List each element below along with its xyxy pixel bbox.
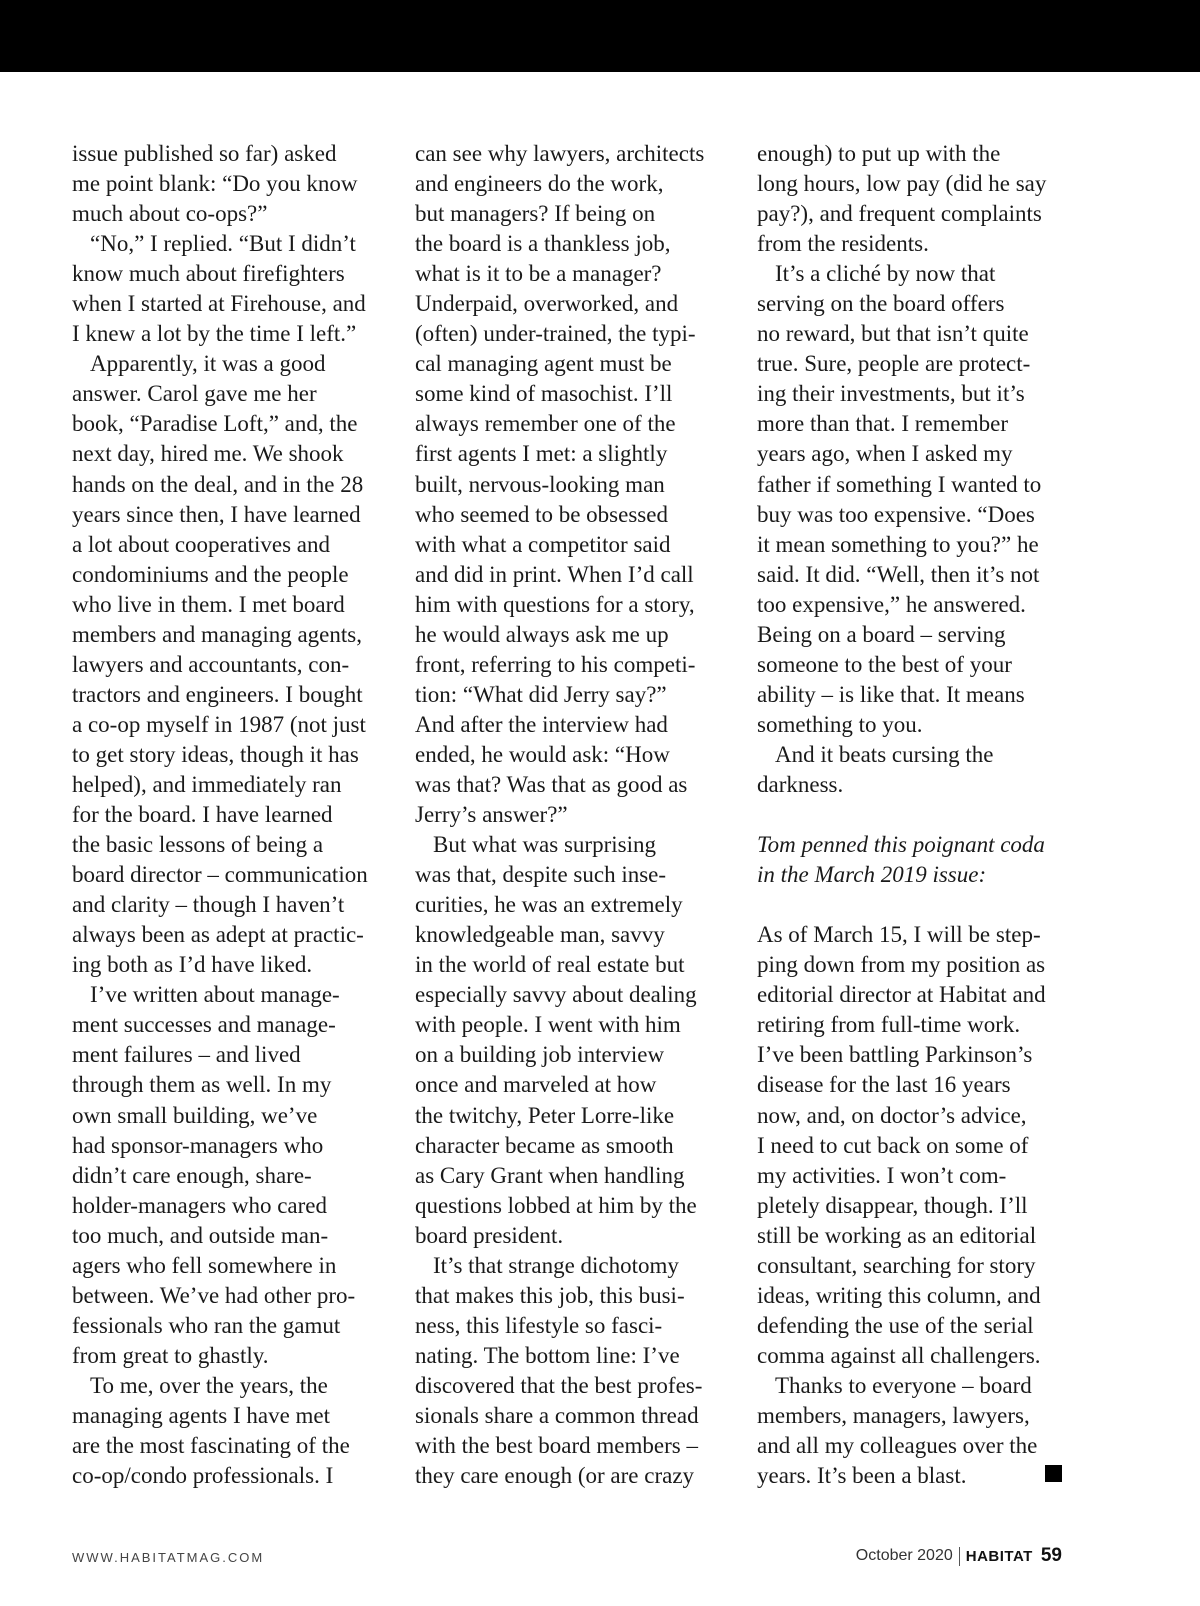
text-line: and engineers do the work, — [415, 171, 664, 197]
text-line: curities, he was an extremely — [415, 892, 683, 918]
text-line: I need to cut back on some of — [757, 1132, 1029, 1158]
blank-line — [757, 800, 1079, 830]
text-line: can see why lawyers, architects — [415, 141, 705, 166]
text-line: ing both as I’d have liked. — [72, 952, 313, 978]
text-line: pay?), and frequent complaints — [757, 201, 1042, 227]
text-line: someone to the best of your — [757, 651, 1012, 677]
text-line: ideas, writing this column, and — [757, 1282, 1041, 1308]
text-line: the board is a thankless job, — [415, 231, 671, 257]
text-line: Thanks to everyone – board — [775, 1372, 1032, 1398]
text-line: ing their investments, but it’s — [757, 381, 1025, 407]
page-number: 59 — [1040, 1545, 1062, 1566]
text-line: the twitchy, Peter Lorre-like — [415, 1102, 675, 1128]
text-line: always remember one of the — [415, 411, 676, 437]
text-line: agers who fell somewhere in — [72, 1252, 337, 1278]
text-line: years ago, when I asked my — [757, 441, 1013, 467]
text-line: pletely disappear, though. I’ll — [757, 1192, 1028, 1218]
text-line: with what a competitor said — [415, 531, 671, 557]
footer-website: WWW.HABITATMAG.COM — [72, 1550, 265, 1565]
text-line: who live in them. I met board — [72, 591, 345, 617]
blank-line — [757, 890, 1079, 920]
text-line: a lot about cooperatives and — [72, 531, 331, 557]
text-line: especially savvy about dealing — [415, 982, 697, 1008]
text-line: no reward, but that isn’t quite — [757, 321, 1029, 347]
text-line: It’s a cliché by now that — [775, 261, 996, 287]
text-line: co-op/condo professionals. I — [72, 1463, 334, 1489]
text-line: board director – communication — [72, 862, 368, 888]
text-line: And it beats cursing the — [775, 741, 994, 767]
text-line: ness, this lifestyle so fasci- — [415, 1312, 663, 1338]
text-line: And after the interview had — [415, 711, 668, 737]
text-line: As of March 15, I will be step- — [757, 922, 1041, 948]
text-line: I knew a lot by the time I left.” — [72, 321, 357, 347]
article-column-1 — [72, 139, 394, 1491]
text-line: with people. I went with him — [415, 1012, 681, 1038]
text-line: for the board. I have learned — [72, 802, 333, 828]
text-line: long hours, low pay (did he say — [757, 171, 1047, 197]
text-line: my activities. I won’t com- — [757, 1162, 1007, 1188]
top-black-bar — [0, 0, 1200, 72]
text-line: issue published so far) asked — [72, 141, 337, 166]
text-line: too expensive,” he answered. — [757, 591, 1026, 617]
text-line: with the best board members – — [415, 1433, 698, 1459]
text-line: Jerry’s answer?” — [415, 802, 568, 828]
text-line: years. It’s been a blast. — [757, 1463, 967, 1489]
text-line: ping down from my position as — [757, 952, 1046, 978]
text-line: that makes this job, this busi- — [415, 1282, 685, 1308]
text-line: in the March 2019 issue: — [757, 862, 987, 888]
text-line: knowledgeable man, savvy — [415, 922, 665, 948]
text-line: some kind of masochist. I’ll — [415, 381, 673, 407]
text-line: tractors and engineers. I bought — [72, 681, 363, 707]
text-line: discovered that the best profes- — [415, 1372, 703, 1398]
text-line: ability – is like that. It means — [757, 681, 1025, 707]
text-line: I’ve written about manage- — [90, 982, 340, 1008]
text-line: always been as adept at practic- — [72, 922, 364, 948]
text-line: as Cary Grant when handling — [415, 1162, 685, 1188]
text-line: much about co-ops?” — [72, 201, 268, 227]
footer-issue-date: October 2020 — [855, 1547, 953, 1564]
text-line: buy was too expensive. “Does — [757, 501, 1035, 527]
text-line: built, nervous-looking man — [415, 471, 665, 497]
text-line: too much, and outside man- — [72, 1222, 329, 1248]
text-line: didn’t care enough, share- — [72, 1162, 312, 1188]
text-line: questions lobbed at him by the — [415, 1192, 697, 1218]
text-line: and did in print. When I’d call — [415, 561, 694, 587]
text-line: said. It did. “Well, then it’s not — [757, 561, 1040, 587]
text-line: from great to ghastly. — [72, 1342, 269, 1368]
text-line: was that, despite such inse- — [415, 862, 667, 888]
text-line: something to you. — [757, 711, 923, 737]
text-line: nating. The bottom line: I’ve — [415, 1342, 680, 1368]
text-line: sionals share a common thread — [415, 1402, 699, 1428]
text-line: true. Sure, people are protect- — [757, 351, 1031, 377]
text-line: retiring from full-time work. — [757, 1012, 1021, 1038]
text-line: still be working as an editorial — [757, 1222, 1037, 1248]
text-line: It’s that strange dichotomy — [433, 1252, 679, 1278]
text-line: next day, hired me. We shook — [72, 441, 344, 467]
footer-folio — [856, 1545, 1062, 1567]
text-line: ment successes and manage- — [72, 1012, 336, 1038]
text-line: Underpaid, overworked, and — [415, 291, 679, 317]
text-line: and clarity – though I haven’t — [72, 892, 345, 918]
text-line: him with questions for a story, — [415, 591, 695, 617]
text-line: tion: “What did Jerry say?” — [415, 681, 667, 707]
text-line: they care enough (or are crazy — [415, 1463, 695, 1489]
text-line: editorial director at Habitat and — [757, 982, 1046, 1008]
end-of-article-mark — [1045, 1465, 1062, 1482]
text-line: disease for the last 16 years — [757, 1072, 1011, 1098]
text-line: me point blank: “Do you know — [72, 171, 358, 197]
text-line: had sponsor-managers who — [72, 1132, 324, 1158]
text-line: what is it to be a manager? — [415, 261, 662, 287]
footer-magazine-name: HABITAT — [965, 1547, 1033, 1565]
text-line: front, referring to his competi- — [415, 651, 696, 677]
text-line: managing agents I have met — [72, 1402, 331, 1428]
text-line: consultant, searching for story — [757, 1252, 1036, 1278]
text-line: in the world of real estate but — [415, 952, 685, 978]
text-line: lawyers and accountants, con- — [72, 651, 350, 677]
text-line: to get story ideas, though it has — [72, 741, 359, 767]
text-line: was that? Was that as good as — [415, 771, 688, 797]
text-line: (often) under-trained, the typi- — [415, 321, 696, 347]
text-line: hands on the deal, and in the 28 — [72, 471, 364, 497]
text-line: first agents I met: a slightly — [415, 441, 668, 467]
text-line: Apparently, it was a good — [90, 351, 326, 377]
article-column-2 — [415, 139, 737, 1491]
text-line: years since then, I have learned — [72, 501, 361, 527]
text-line: ended, he would ask: “How — [415, 741, 670, 767]
text-line: know much about firefighters — [72, 261, 345, 287]
text-line: serving on the board offers — [757, 291, 1005, 317]
text-line: who seemed to be obsessed — [415, 501, 668, 527]
text-line: enough) to put up with the — [757, 141, 1001, 166]
text-line: board president. — [415, 1222, 564, 1248]
text-line: the basic lessons of being a — [72, 832, 324, 858]
text-line: condominiums and the people — [72, 561, 349, 587]
article-column-3 — [757, 139, 1079, 1491]
text-line: on a building job interview — [415, 1042, 665, 1068]
text-line: darkness. — [757, 771, 844, 797]
text-line: once and marveled at how — [415, 1072, 657, 1098]
text-line: but managers? If being on — [415, 201, 656, 227]
text-line: between. We’ve had other pro- — [72, 1282, 356, 1308]
text-line: “No,” I replied. “But I didn’t — [90, 231, 356, 257]
text-line: and all my colleagues over the — [757, 1433, 1038, 1459]
text-line: I’ve been battling Parkinson’s — [757, 1042, 1033, 1068]
text-line: he would always ask me up — [415, 621, 669, 647]
text-line: But what was surprising — [433, 832, 656, 858]
text-line: helped), and immediately ran — [72, 771, 342, 797]
text-line: own small building, we’ve — [72, 1102, 318, 1128]
text-line: more than that. I remember — [757, 411, 1008, 437]
text-line: from the residents. — [757, 231, 929, 257]
text-line: now, and, on doctor’s advice, — [757, 1102, 1027, 1128]
text-line: it mean something to you?” he — [757, 531, 1039, 557]
text-line: cal managing agent must be — [415, 351, 672, 377]
text-line: defending the use of the serial — [757, 1312, 1034, 1338]
text-line: father if something I wanted to — [757, 471, 1042, 497]
text-line: through them as well. In my — [72, 1072, 332, 1098]
text-line: when I started at Firehouse, and — [72, 291, 366, 317]
footer-divider — [959, 1547, 960, 1566]
text-line: a co-op myself in 1987 (not just — [72, 711, 366, 737]
text-line: book, “Paradise Loft,” and, the — [72, 411, 358, 437]
text-line: holder-managers who cared — [72, 1192, 327, 1218]
text-line: members and managing agents, — [72, 621, 362, 647]
text-line: are the most fascinating of the — [72, 1433, 350, 1459]
text-line: members, managers, lawyers, — [757, 1402, 1030, 1428]
text-line: To me, over the years, the — [90, 1372, 328, 1398]
text-line: comma against all challengers. — [757, 1342, 1041, 1368]
text-line: character became as smooth — [415, 1132, 674, 1158]
text-line: Tom penned this poignant coda — [757, 832, 1045, 858]
text-line: answer. Carol gave me her — [72, 381, 317, 407]
text-line: Being on a board – serving — [757, 621, 1006, 647]
text-line: fessionals who ran the gamut — [72, 1312, 341, 1338]
text-line: ment failures – and lived — [72, 1042, 301, 1068]
